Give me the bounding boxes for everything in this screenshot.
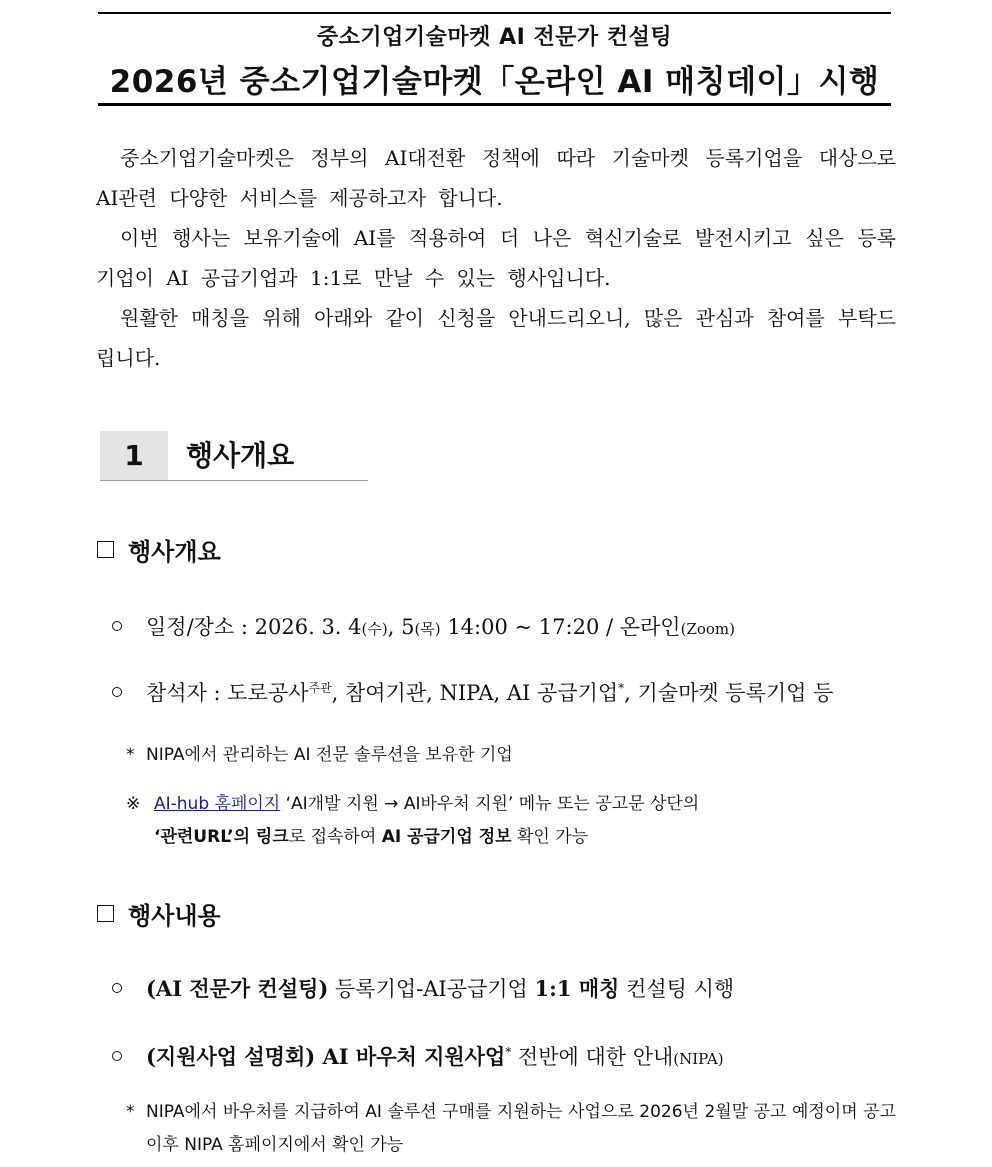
overview-heading [97,532,221,567]
document-subtitle: 중소기업기술마켓 AI 전문가 컨설팅 [316,25,673,50]
content-heading-label: 행사내용 [128,902,221,930]
title-rule [98,103,891,106]
consulting-text: (AI 전문가 컨설팅) 등록기업-AI공급기업 1:1 매칭 컨설팅 시행 [146,976,735,1001]
square-bullet-icon [97,541,114,558]
overview-heading-label: 행사개요 [128,538,221,566]
briefing-text: (지원사업 설명회) AI 바우처 지원사업* 전반에 대한 안내(NIPA) [146,1044,724,1069]
aihub-homepage-link[interactable]: AI-hub 홈페이지 [154,794,281,814]
square-bullet-icon [97,905,114,922]
content-heading [97,896,221,931]
section-number: 1 [100,431,168,481]
intro-text [96,138,896,378]
intro-paragraph-2: 이번 행사는 보유기술에 AI를 적용하여 더 나은 혁신기술로 발전시키고 싶은 등록기업이 AI 공급기업과 1:1로 만날 수 있는 행사입니다. [96,226,896,290]
consulting-item [112,973,734,1003]
intro-paragraph-1: 중소기업기술마켓은 정부의 AI대전환 정책에 따라 기술마켓 등록기업을 대상으로 AI관련 다양한 서비스를 제공하고자 합니다. [96,146,896,210]
circle-bullet-icon [112,687,122,697]
circle-bullet-icon [112,621,122,631]
document-title: 2026년 중소기업기술마켓「온라인 AI 매칭데이」시행 [109,64,880,100]
circle-bullet-icon [112,983,122,993]
briefing-item [112,1041,724,1071]
schedule-text: 일정/장소 : 2026. 3. 4(수), 5(목) 14:00 ~ 17:20 / 온라인(Zoom) [146,615,736,639]
top-rule [98,12,891,14]
section-title: 행사개요 [186,439,295,472]
reference-mark: ※ [126,794,141,814]
aihub-note: ※ AI-hub 홈페이지 ‘AI개발 지원 → AI바우처 지원’ 메뉴 또는 공고문 상단의 ‘관련URL’의 링크로 접속하여 AI 공급기업 정보 확인 가능 [126,788,896,854]
intro-paragraph-3: 원활한 매칭을 위해 아래와 같이 신청을 안내드리오니, 많은 관심과 참여를 부탁드립니다. [96,306,896,370]
attendees-item [112,677,833,707]
circle-bullet-icon [112,1051,122,1061]
schedule-item [112,611,735,641]
supplier-note: * NIPA에서 관리하는 AI 전문 솔루션을 보유한 기업 [126,745,513,765]
voucher-note: * NIPA에서 바우처를 지급하여 AI 솔루션 구매를 지원하는 사업으로 2026년 2월말 공고 예정이며 공고 이후 NIPA 홈페이지에서 확인 가능 [126,1102,896,1155]
attendees-text: 참석자 : 도로공사$^{주관}$, 참여기관, NIPA, AI 공급기업*, 기술마켓 등록기업 등 [146,681,834,705]
section-rule [100,480,368,481]
